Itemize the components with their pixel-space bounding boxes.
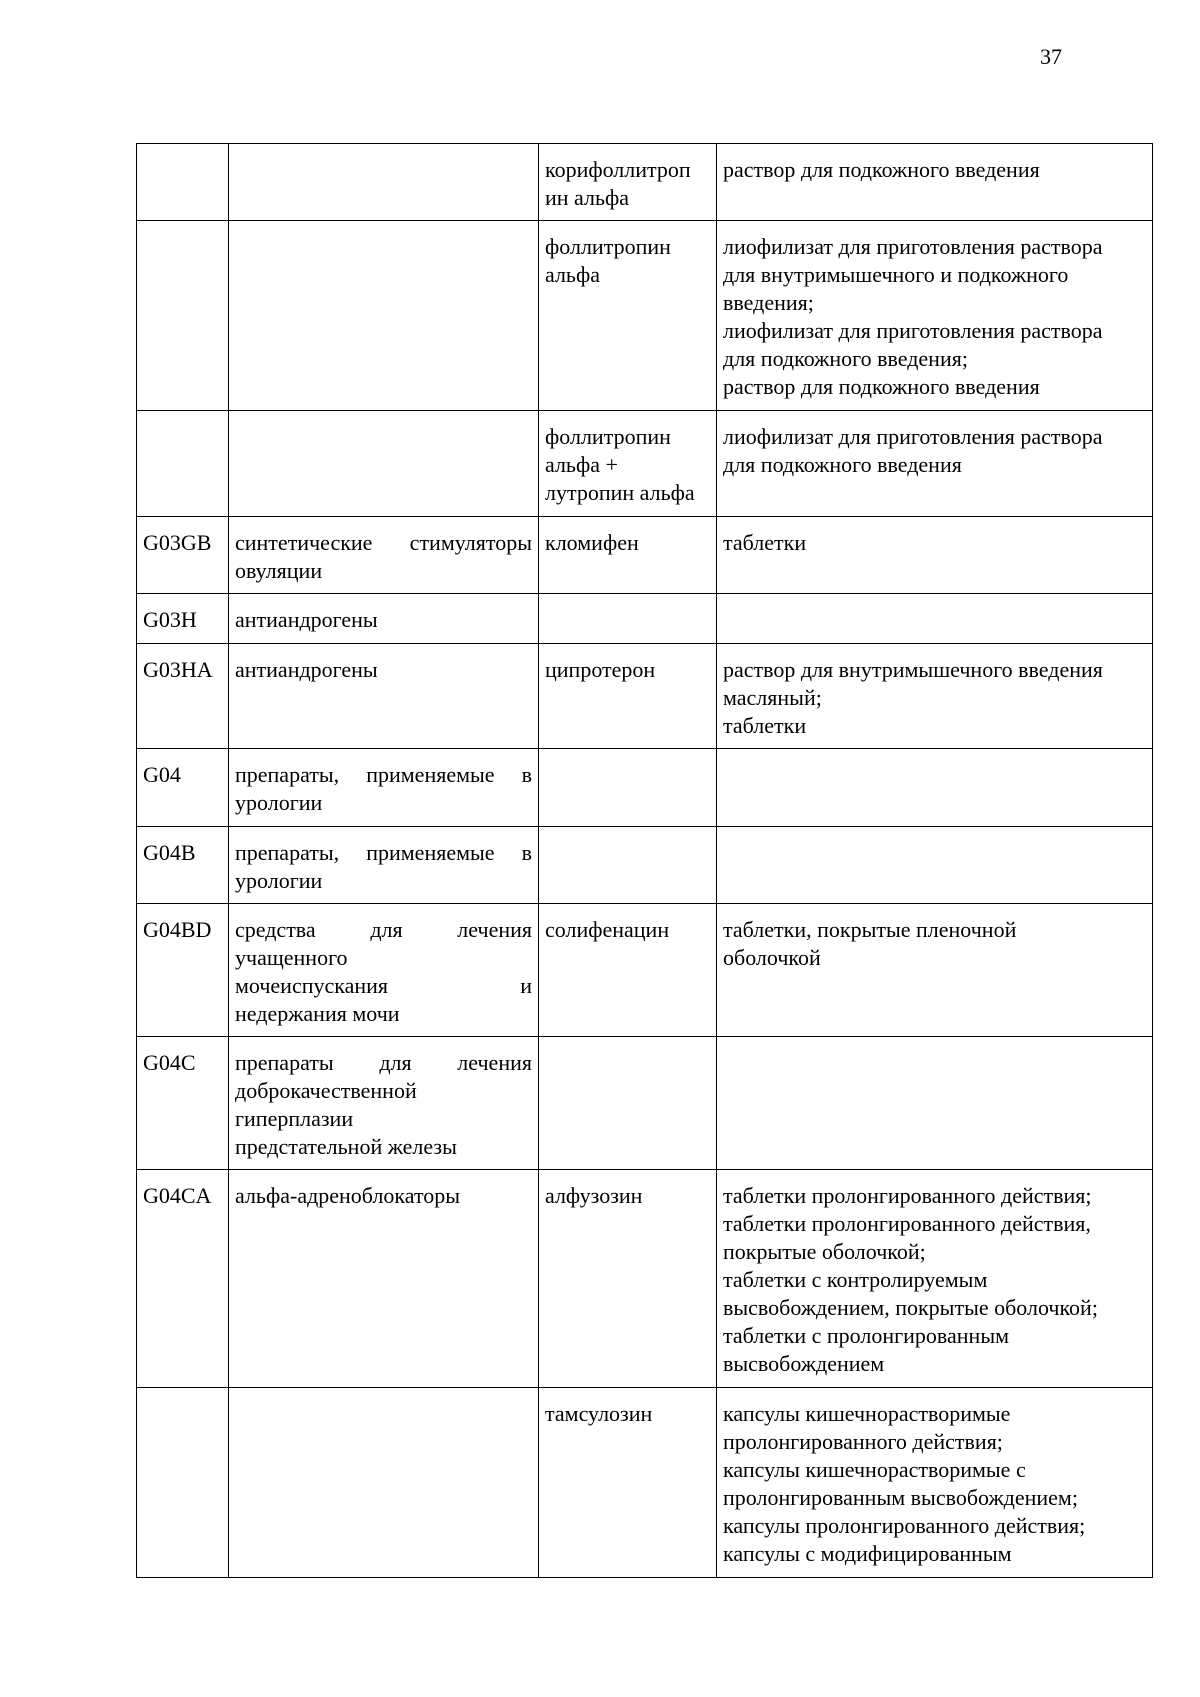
dosage-form-line: для подкожного введения;	[723, 346, 968, 371]
table-row	[137, 644, 1153, 749]
inn-line: фоллитропин	[545, 424, 671, 449]
dosage-form-cell	[717, 1170, 1153, 1388]
dosage-form-line: таблетки с контролируемым	[723, 1267, 988, 1292]
group-line: альфа-адреноблокаторы	[235, 1183, 461, 1208]
pharmacological-group-cell	[229, 517, 539, 594]
page-number: 37	[1040, 44, 1062, 69]
atc-code-cell: G04CA	[137, 1170, 229, 1388]
table-row	[137, 594, 1153, 644]
inn-line: фоллитропин	[545, 234, 671, 259]
dosage-form-cell	[717, 644, 1153, 749]
dosage-form-cell	[717, 1037, 1153, 1170]
dosage-form-cell	[717, 144, 1153, 221]
group-line: урологии	[235, 868, 323, 893]
dosage-form-line: покрытые оболочкой;	[723, 1239, 926, 1264]
dosage-form-line: капсулы с модифицированным	[723, 1541, 1012, 1566]
drug-table	[136, 143, 1153, 1578]
inn-cell	[539, 904, 717, 1037]
inn-line: ин альфа	[545, 185, 630, 210]
dosage-form-line: таблетки с пролонгированным	[723, 1323, 1010, 1348]
inn-cell	[539, 827, 717, 904]
dosage-form-cell	[717, 221, 1153, 411]
dosage-form-cell	[717, 517, 1153, 594]
group-line: препараты для лечения	[235, 1050, 532, 1075]
table-row	[137, 221, 1153, 411]
group-line: препараты, применяемые в	[235, 762, 532, 787]
table-row	[137, 827, 1153, 904]
inn-cell	[539, 1388, 717, 1578]
dosage-form-line: раствор для внутримышечного введения	[723, 657, 1103, 682]
atc-code-cell: G04B	[137, 827, 229, 904]
dosage-form-cell	[717, 1388, 1153, 1578]
dosage-form-line: для подкожного введения	[723, 452, 962, 477]
dosage-form-line: для внутримышечного и подкожного	[723, 262, 1069, 287]
inn-cell	[539, 594, 717, 644]
atc-code-cell: G04BD	[137, 904, 229, 1037]
pharmacological-group-cell	[229, 411, 539, 517]
group-line: мочеиспускания и	[235, 973, 532, 998]
group-line: урологии	[235, 790, 323, 815]
dosage-form-line: таблетки, покрытые пленочной	[723, 917, 1017, 942]
inn-cell	[539, 517, 717, 594]
pharmacological-group-cell	[229, 749, 539, 827]
group-line: недержания мочи	[235, 1001, 400, 1026]
inn-line: альфа +	[545, 452, 618, 477]
pharmacological-group-cell	[229, 644, 539, 749]
dosage-form-line: высвобождением, покрытые оболочкой;	[723, 1295, 1098, 1320]
group-line: средства для лечения	[235, 917, 532, 942]
pharmacological-group-cell	[229, 904, 539, 1037]
pharmacological-group-cell	[229, 144, 539, 221]
pharmacological-group-cell	[229, 827, 539, 904]
table-row	[137, 144, 1153, 221]
dosage-form-cell	[717, 594, 1153, 644]
dosage-form-line: раствор для подкожного введения	[723, 374, 1040, 399]
dosage-form-cell	[717, 827, 1153, 904]
inn-line: лутропин альфа	[545, 480, 695, 505]
dosage-form-line: таблетки пролонгированного действия,	[723, 1211, 1091, 1236]
dosage-form-line: лиофилизат для приготовления раствора	[723, 424, 1103, 449]
table-row	[137, 1388, 1153, 1578]
group-line: предстательной железы	[235, 1134, 457, 1159]
dosage-form-line: оболочкой	[723, 945, 821, 970]
dosage-form-line: пролонгированным высвобождением;	[723, 1485, 1078, 1510]
atc-code-cell: G04	[137, 749, 229, 827]
inn-cell	[539, 1170, 717, 1388]
inn-cell	[539, 644, 717, 749]
dosage-form-line: лиофилизат для приготовления раствора	[723, 234, 1103, 259]
inn-line: альфа	[545, 262, 600, 287]
inn-line: солифенацин	[545, 917, 670, 942]
inn-cell	[539, 749, 717, 827]
inn-cell	[539, 1037, 717, 1170]
atc-code-cell	[137, 1388, 229, 1578]
dosage-form-line: лиофилизат для приготовления раствора	[723, 318, 1103, 343]
dosage-form-line: капсулы кишечнорастворимые с	[723, 1457, 1026, 1482]
dosage-form-cell	[717, 904, 1153, 1037]
group-line: препараты, применяемые в	[235, 840, 532, 865]
atc-code-cell	[137, 411, 229, 517]
group-line: антиандрогены	[235, 607, 378, 632]
dosage-form-line: высвобождением	[723, 1351, 885, 1376]
atc-code-cell: G04C	[137, 1037, 229, 1170]
dosage-form-line: раствор для подкожного введения	[723, 157, 1040, 182]
inn-line: корифоллитроп	[545, 157, 691, 182]
dosage-form-line: капсулы пролонгированного действия;	[723, 1513, 1086, 1538]
atc-code-cell: G03HA	[137, 644, 229, 749]
table-row	[137, 749, 1153, 827]
group-line: антиандрогены	[235, 657, 378, 682]
inn-line: тамсулозин	[545, 1401, 653, 1426]
atc-code-cell: G03GB	[137, 517, 229, 594]
table-row	[137, 517, 1153, 594]
dosage-form-cell	[717, 411, 1153, 517]
table-row	[137, 411, 1153, 517]
inn-line: ципротерон	[545, 657, 656, 682]
table-row	[137, 1037, 1153, 1170]
dosage-form-line: введения;	[723, 290, 814, 315]
dosage-form-cell	[717, 749, 1153, 827]
atc-code-cell: G03H	[137, 594, 229, 644]
inn-cell	[539, 221, 717, 411]
group-line: овуляции	[235, 558, 323, 583]
dosage-form-line: таблетки	[723, 530, 807, 555]
inn-line: кломифен	[545, 530, 639, 555]
dosage-form-line: масляный;	[723, 685, 822, 710]
atc-code-cell	[137, 221, 229, 411]
dosage-form-line: капсулы кишечнорастворимые	[723, 1401, 1011, 1426]
table-row	[137, 1170, 1153, 1388]
pharmacological-group-cell	[229, 1388, 539, 1578]
pharmacological-group-cell	[229, 221, 539, 411]
pharmacological-group-cell	[229, 594, 539, 644]
group-line: учащенного	[235, 945, 348, 970]
pharmacological-group-cell	[229, 1037, 539, 1170]
atc-code-cell	[137, 144, 229, 221]
group-line: синтетические стимуляторы	[235, 530, 532, 555]
dosage-form-line: пролонгированного действия;	[723, 1429, 1003, 1454]
dosage-form-line: таблетки пролонгированного действия;	[723, 1183, 1092, 1208]
table-row	[137, 904, 1153, 1037]
dosage-form-line: таблетки	[723, 713, 807, 738]
pharmacological-group-cell	[229, 1170, 539, 1388]
inn-cell	[539, 411, 717, 517]
group-line: доброкачественной	[235, 1078, 417, 1103]
inn-line: алфузозин	[545, 1183, 643, 1208]
inn-cell	[539, 144, 717, 221]
group-line: гиперплазии	[235, 1106, 354, 1131]
